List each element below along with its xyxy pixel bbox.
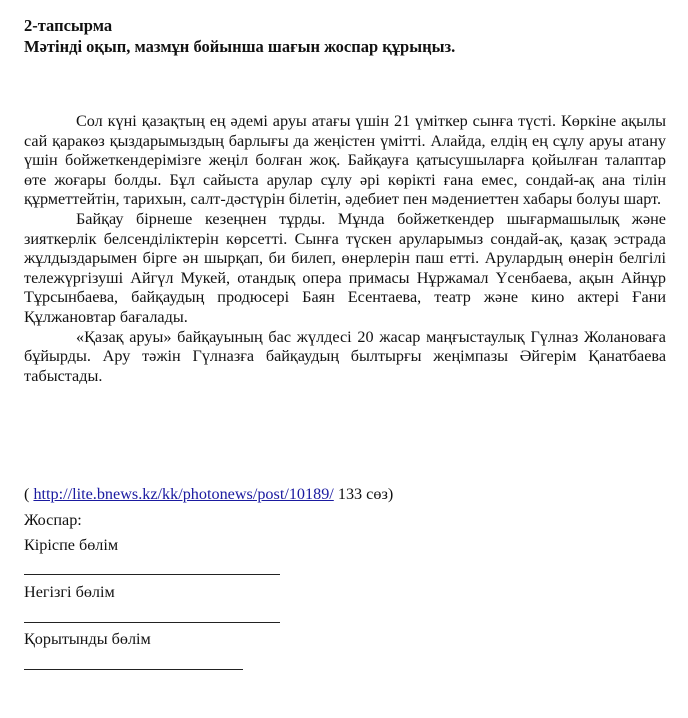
task-instruction: Мәтінді оқып, мазмұн бойынша шағын жоспар құрыңыз. (24, 37, 456, 56)
source-open-paren: ( (24, 485, 30, 503)
answer-line-main (24, 622, 280, 623)
plan-section-intro: Кіріспе бөлім (24, 536, 119, 554)
text-paragraph: Сол күні қазақтың ең әдемі аруы атағы үшін 21 үміткер сынға түсті. Көркіне ақылы сай қаракөз қыздарымыздың барлығы да жеңістен үмітті. Алайда, елдің ең сұлу аруы атану үшін бойжеткендерімізге жеңіл болған жоқ. Байқауға қатысушыларға қойылған талаптар өте жоғары болды. Бұл сайыста арулар сұлу әрі көрікті ғана емес, сондай-ақ ана тілін құрметтейтін, тарихын, салт-дәстүрін білетін, әдебиет пен мәдениеттен хабары болуы шарт. (24, 112, 666, 209)
source-link[interactable]: http://lite.bnews.kz/kk/photonews/post/10189/ (33, 485, 334, 503)
answer-line-conclusion (24, 669, 243, 670)
answer-line-intro (24, 574, 280, 575)
plan-section-main: Негізгі бөлім (24, 583, 115, 601)
word-count: 133 сөз) (337, 485, 394, 503)
reading-text (24, 112, 666, 386)
text-paragraph: Байқау бірнеше кезеңнен тұрды. Мұнда бойжеткендер шығармашылық және зияткерлік белсенділіктерін көрсетті. Сынға түскен аруларымыз сондай-ақ, қазақ эстрада жұлдыздарымен бірге ән шырқап, би билеп, өнерлерін паш етті. Арулардың өнерін белгілі тележүргізуші Айгүл Мукей, отандық опера примасы Нұржамал Үсенбаева, ақын Айнұр Тұрсынбаева, байқаудың продюсері Баян Есентаева, театр және кино актері Ғани Құлжановтар бағалады. (24, 209, 666, 326)
source-citation (24, 484, 393, 504)
text-paragraph: «Қазақ аруы» байқауының бас жүлдесі 20 жасар маңғыстаулық Гүлназ Жолановаға бұйырды. Ару тәжін Гүлназға байқаудың былтырғы жеңімпазы Әйгерім Қанатбаева табыстады. (24, 327, 666, 385)
task-number: 2-тапсырма (24, 16, 113, 35)
plan-section-conclusion: Қорытынды бөлім (24, 630, 151, 648)
plan-label: Жоспар: (24, 511, 82, 529)
